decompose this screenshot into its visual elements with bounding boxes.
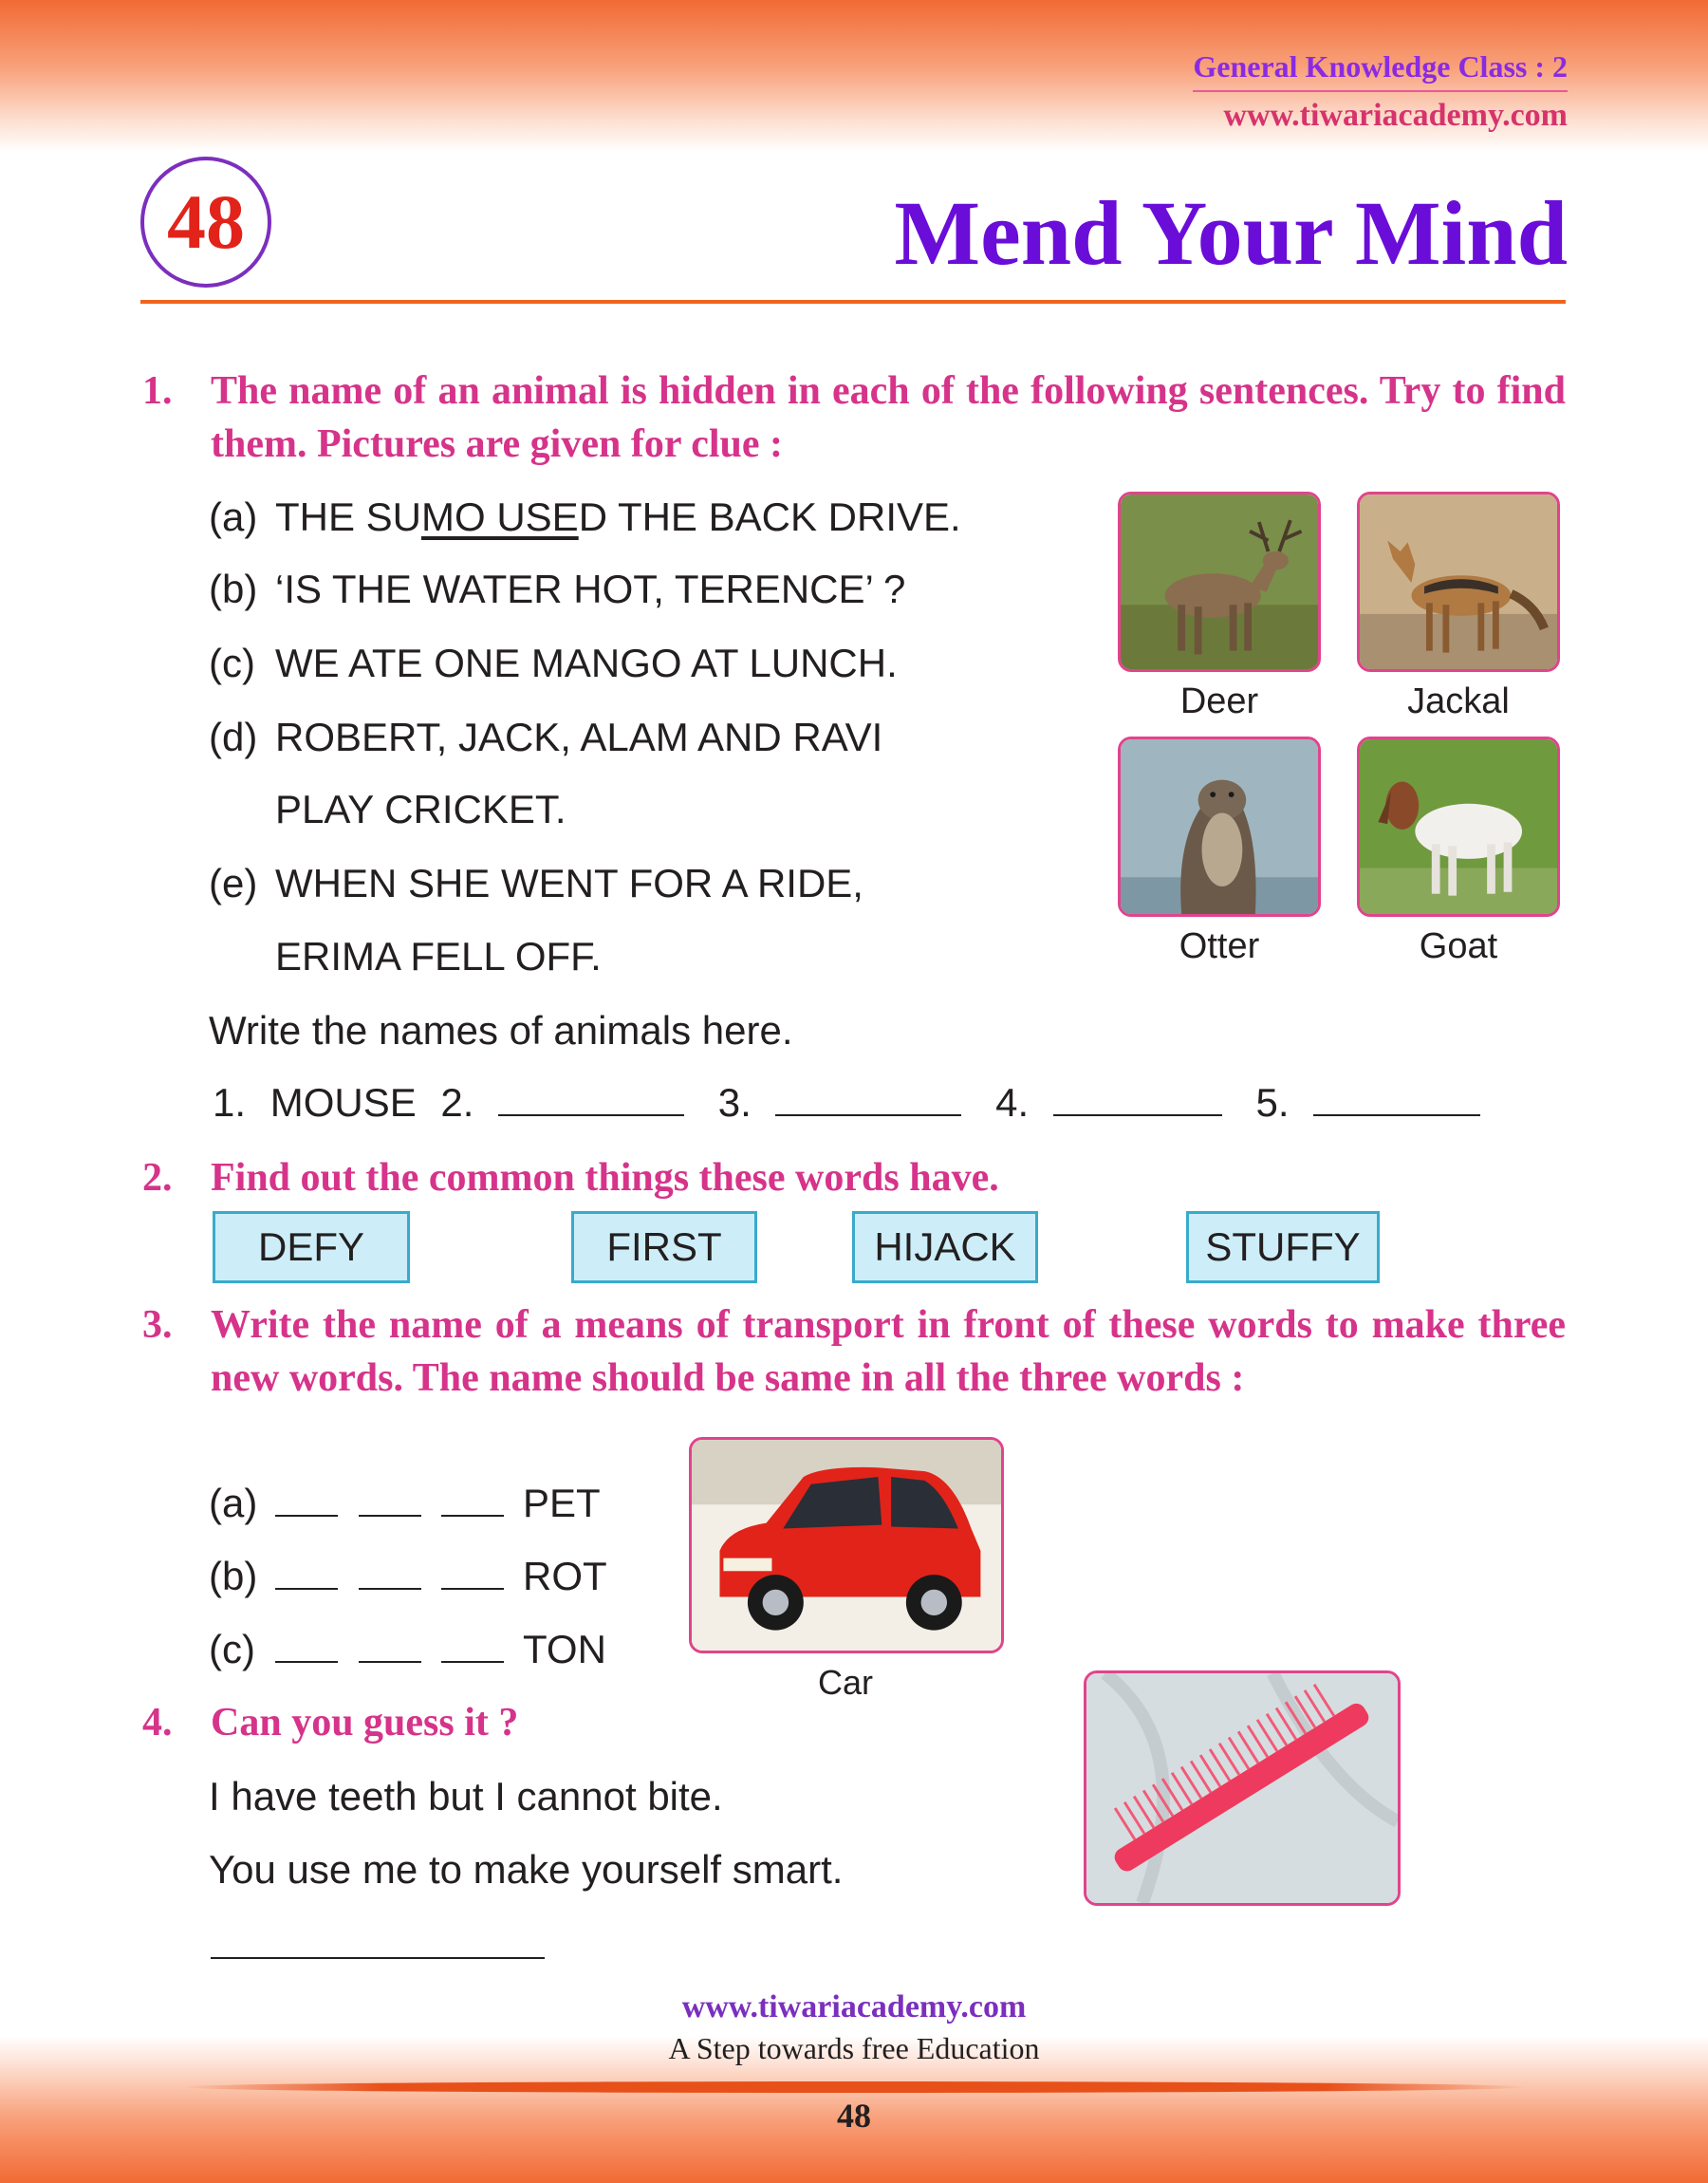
q1-answer-5-blank[interactable] bbox=[1313, 1086, 1480, 1116]
q3-item-c-blank-3[interactable] bbox=[441, 1633, 504, 1663]
q3-item-b-suffix: ROT bbox=[523, 1554, 607, 1598]
q1-answer-5-number: 5. bbox=[1255, 1080, 1290, 1125]
q3-item-a-blank-2[interactable] bbox=[359, 1486, 421, 1517]
q1-answer-2-number: 2. bbox=[440, 1080, 474, 1125]
header-website: www.tiwariacademy.com bbox=[1223, 98, 1568, 133]
question-2-text: Find out the common things these words have. bbox=[211, 1156, 999, 1200]
footer-tagline: A Step towards free Education bbox=[668, 2031, 1040, 2065]
goat-caption: Goat bbox=[1419, 926, 1498, 966]
q3-item-c-blank-1[interactable] bbox=[275, 1633, 338, 1663]
otter-caption: Otter bbox=[1179, 926, 1260, 966]
q1-item-a-pre: THE SU bbox=[275, 494, 422, 539]
jackal-picture bbox=[1357, 492, 1560, 672]
q1-item-d-cont: PLAY CRICKET. bbox=[275, 787, 566, 831]
question-1-number: 1. bbox=[142, 369, 173, 413]
q1-answer-4-number: 4. bbox=[995, 1080, 1030, 1125]
q3-item-b-label: (b) bbox=[209, 1554, 258, 1598]
otter-illustration bbox=[1121, 739, 1318, 914]
word-box-first: FIRST bbox=[571, 1211, 757, 1283]
question-3-text: Write the name of a means of transport in front of these words to make three new words. The name should be same in all the three words : bbox=[211, 1303, 1566, 1400]
q3-item-c-suffix: TON bbox=[523, 1627, 606, 1671]
question-4-text: Can you guess it ? bbox=[211, 1701, 519, 1745]
car-picture bbox=[689, 1437, 1004, 1653]
word-box-defy: DEFY bbox=[213, 1211, 410, 1283]
q1-item-e-cont: ERIMA FELL OFF. bbox=[275, 934, 602, 979]
q1-item-c-text: WE ATE ONE MANGO AT LUNCH. bbox=[275, 641, 898, 685]
header-subject: General Knowledge Class : 2 bbox=[1193, 49, 1568, 92]
header-info bbox=[1193, 49, 1568, 134]
car-illustration bbox=[692, 1440, 1001, 1651]
q1-item-a-post: D THE BACK DRIVE. bbox=[578, 494, 961, 539]
jackal-illustration bbox=[1360, 494, 1557, 669]
goat-illustration bbox=[1360, 739, 1557, 914]
question-3-number: 3. bbox=[142, 1303, 173, 1347]
q1-item-d-text: ROBERT, JACK, ALAM AND RAVI bbox=[275, 715, 883, 759]
q1-answer-3-number: 3. bbox=[717, 1080, 752, 1125]
q3-item-c-text bbox=[275, 1626, 606, 1673]
footer-divider bbox=[180, 2081, 1528, 2093]
q1-answer-1: MOUSE bbox=[269, 1080, 417, 1125]
q1-item-c-label: (c) bbox=[209, 641, 255, 685]
otter-picture bbox=[1118, 737, 1321, 917]
title-divider bbox=[140, 300, 1566, 304]
q1-answer-3-blank[interactable] bbox=[775, 1086, 961, 1116]
comb-illustration bbox=[1086, 1673, 1398, 1903]
deer-illustration bbox=[1121, 494, 1318, 669]
q3-item-a-label: (a) bbox=[209, 1481, 258, 1525]
goat-picture bbox=[1357, 737, 1560, 917]
q1-item-a-hidden-word: MO USE bbox=[421, 494, 579, 539]
q3-item-c-label: (c) bbox=[209, 1627, 255, 1671]
chapter-title: Mend Your Mind bbox=[894, 182, 1568, 284]
word-box-stuffy: STUFFY bbox=[1186, 1211, 1380, 1283]
question-2-number: 2. bbox=[142, 1156, 173, 1200]
jackal-caption: Jackal bbox=[1407, 681, 1510, 721]
q4-line-2: You use me to make yourself smart. bbox=[209, 1847, 844, 1892]
q3-item-b-text bbox=[275, 1553, 607, 1600]
q3-item-a-text bbox=[275, 1480, 601, 1527]
comb-picture bbox=[1084, 1670, 1401, 1906]
q3-item-c-blank-2[interactable] bbox=[359, 1633, 421, 1663]
q1-item-b-label: (b) bbox=[209, 567, 258, 611]
q3-item-a-suffix: PET bbox=[523, 1481, 601, 1525]
word-box-hijack: HIJACK bbox=[852, 1211, 1038, 1283]
q4-answer-line[interactable] bbox=[211, 1957, 545, 1959]
q1-answers-row bbox=[213, 1079, 1480, 1127]
q3-item-b-blank-3[interactable] bbox=[441, 1559, 504, 1590]
q1-answer-4-blank[interactable] bbox=[1053, 1086, 1222, 1116]
deer-picture bbox=[1118, 492, 1321, 672]
page-number: 48 bbox=[837, 2097, 871, 2135]
footer-website: www.tiwariacademy.com bbox=[681, 1989, 1027, 2024]
q1-item-d-label: (d) bbox=[209, 715, 258, 759]
q1-item-a-text bbox=[275, 494, 961, 541]
q1-item-e-label: (e) bbox=[209, 861, 258, 905]
question-4-number: 4. bbox=[142, 1701, 173, 1745]
q1-item-a-label: (a) bbox=[209, 494, 258, 539]
q1-item-b-text: ‘IS THE WATER HOT, TERENCE’ ? bbox=[275, 567, 906, 611]
deer-caption: Deer bbox=[1179, 681, 1259, 721]
chapter-number: 48 bbox=[140, 157, 271, 288]
q3-item-b-blank-2[interactable] bbox=[359, 1559, 421, 1590]
q3-item-b-blank-1[interactable] bbox=[275, 1559, 338, 1590]
q1-answer-2-blank[interactable] bbox=[498, 1086, 684, 1116]
q1-item-e-text: WHEN SHE WENT FOR A RIDE, bbox=[275, 861, 863, 905]
q4-line-1: I have teeth but I cannot bite. bbox=[209, 1774, 723, 1819]
q3-item-a-blank-3[interactable] bbox=[441, 1486, 504, 1517]
car-caption: Car bbox=[817, 1663, 873, 1702]
q1-instruction: Write the names of animals here. bbox=[209, 1008, 793, 1053]
question-1-text: The name of an animal is hidden in each of the following sentences. Try to find them. Pictures are given for clue : bbox=[211, 369, 1566, 466]
q1-answer-1-number: 1. bbox=[213, 1080, 247, 1125]
q3-item-a-blank-1[interactable] bbox=[275, 1486, 338, 1517]
